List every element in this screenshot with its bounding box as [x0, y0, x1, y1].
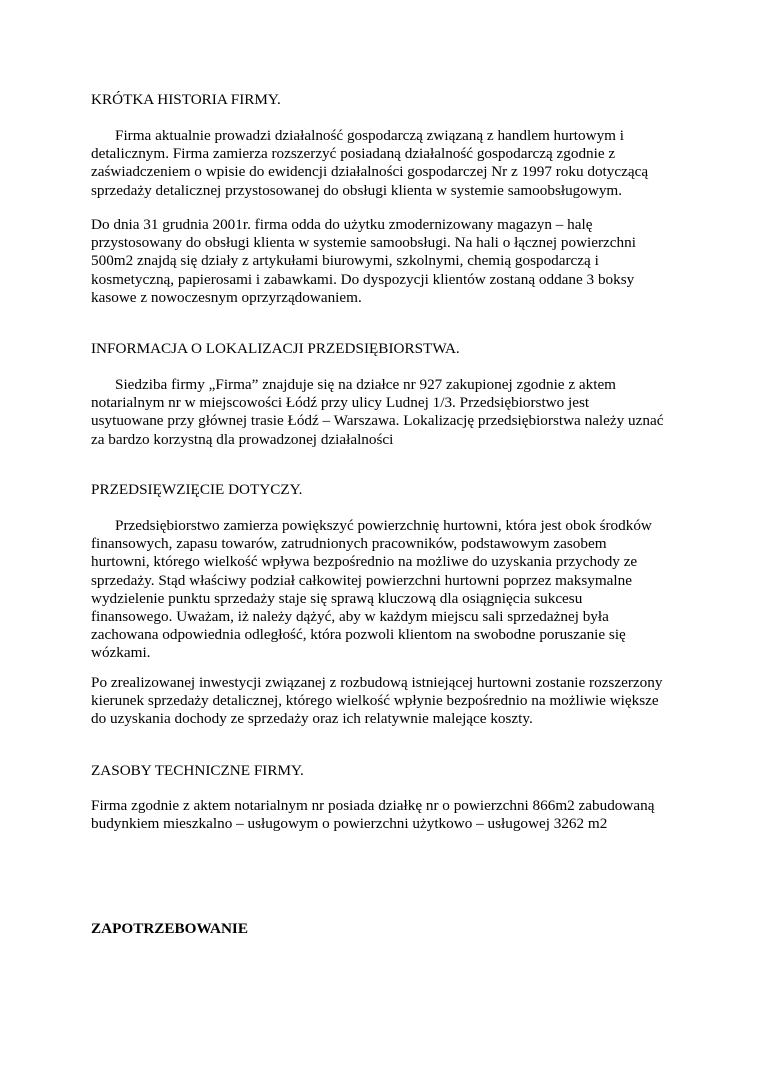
text-line: sprzedaży detalicznej przystosowanej do obsługi klienta w systemie samoobsługowym. — [91, 181, 623, 199]
text-line: wydzielenie punktu sprzedaży staje się sprawą kluczową dla osiągnięcia sukcesu — [91, 589, 583, 607]
text-line: finansowych, zapasu towarów, zatrudnionych pracowników, podstawowym zasobem — [91, 535, 607, 553]
text-line: zachowana odpowiednia odległość, która pozwoli klientom na swobodne poruszanie się — [91, 626, 626, 644]
text-line: za bardzo korzystną dla prowadzonej działalności — [91, 430, 394, 448]
paragraph-undertaking-1 — [91, 517, 671, 663]
text-line: sprzedaży. Stąd właściwy podział całkowitej powierzchni hurtowni poprzez maksymalne — [91, 571, 632, 589]
text-line: usytuowane przy głównej trasie Łódź – Warszawa. Lokalizację przedsiębiorstwa należy uznać — [91, 412, 664, 430]
text-line: Firma aktualnie prowadzi działalność gospodarczą związaną z handlem hurtowym i — [115, 127, 625, 144]
section-heading-location: INFORMACJA O LOKALIZACJI PRZEDSIĘBIORSTWA. — [91, 340, 460, 357]
text-line: kierunek sprzedaży detalicznej, którego wielkość wpłynie bezpośrednio na możliwie większe — [91, 692, 659, 710]
paragraph-history-1 — [91, 127, 671, 200]
section-heading-technical-resources: ZASOBY TECHNICZNE FIRMY. — [91, 762, 304, 779]
text-line: Do dnia 31 grudnia 2001r. firma odda do użytku zmodernizowany magazyn – halę — [91, 216, 593, 233]
text-line: 500m2 znajdą się działy z artykułami biurowymi, szkolnymi, chemią gospodarczą i — [91, 252, 599, 270]
section-heading-undertaking: PRZEDSIĘWZIĘCIE DOTYCZY. — [91, 481, 303, 498]
paragraph-technical-resources-1 — [91, 797, 671, 833]
text-line: wózkami. — [91, 644, 151, 662]
paragraph-location-1 — [91, 376, 671, 449]
text-line: kasowe z nowoczesnym oprzyrządowaniem. — [91, 288, 362, 306]
section-heading-history: KRÓTKA HISTORIA FIRMY. — [91, 91, 281, 108]
section-heading-requirements: ZAPOTRZEBOWANIE — [91, 920, 248, 937]
text-line: budynkiem mieszkalno – usługowym o powierzchni użytkowo – usługowej 3262 m2 — [91, 815, 608, 833]
text-line: kosmetyczną, papierosami i zabawkami. Do dyspozycji klientów zostaną oddane 3 boksy — [91, 270, 635, 288]
text-line: Przedsiębiorstwo zamierza powiększyć powierzchnię hurtowni, która jest obok środków — [115, 517, 652, 534]
text-line: finansowego. Uważam, iż należy dążyć, aby w każdym miejscu sali sprzedażnej była — [91, 608, 609, 626]
text-line: Siedziba firmy „Firma” znajduje się na działce nr 927 zakupionej zgodnie z aktem — [115, 376, 616, 393]
paragraph-undertaking-2 — [91, 674, 671, 729]
text-line: przystosowany do obsługi klienta w systemie samoobsługi. Na hali o łącznej powierzchni — [91, 234, 636, 252]
text-line: detalicznym. Firma zamierza rozszerzyć posiadaną działalność gospodarczą zgodnie z — [91, 145, 616, 163]
text-line: notarialnym nr w miejscowości Łódź przy ulicy Ludnej 1/3. Przedsiębiorstwo jest — [91, 394, 590, 412]
paragraph-history-2 — [91, 216, 671, 307]
text-line: zaświadczeniem o wpisie do ewidencji działalności gospodarczej Nr z 1997 roku dotyczącą — [91, 163, 649, 181]
text-line: Po zrealizowanej inwestycji związanej z rozbudową istniejącej hurtowni zostanie rozszerzony — [91, 674, 663, 691]
text-line: do uzyskania dochody ze sprzedaży oraz ich relatywnie malejące koszty. — [91, 710, 533, 728]
text-line: hurtowni, którego wielkość wpływa bezpośrednio na możliwe do uzyskania przychody ze — [91, 553, 638, 571]
text-line: Firma zgodnie z aktem notarialnym nr posiada działkę nr o powierzchni 866m2 zabudowaną — [91, 797, 655, 814]
